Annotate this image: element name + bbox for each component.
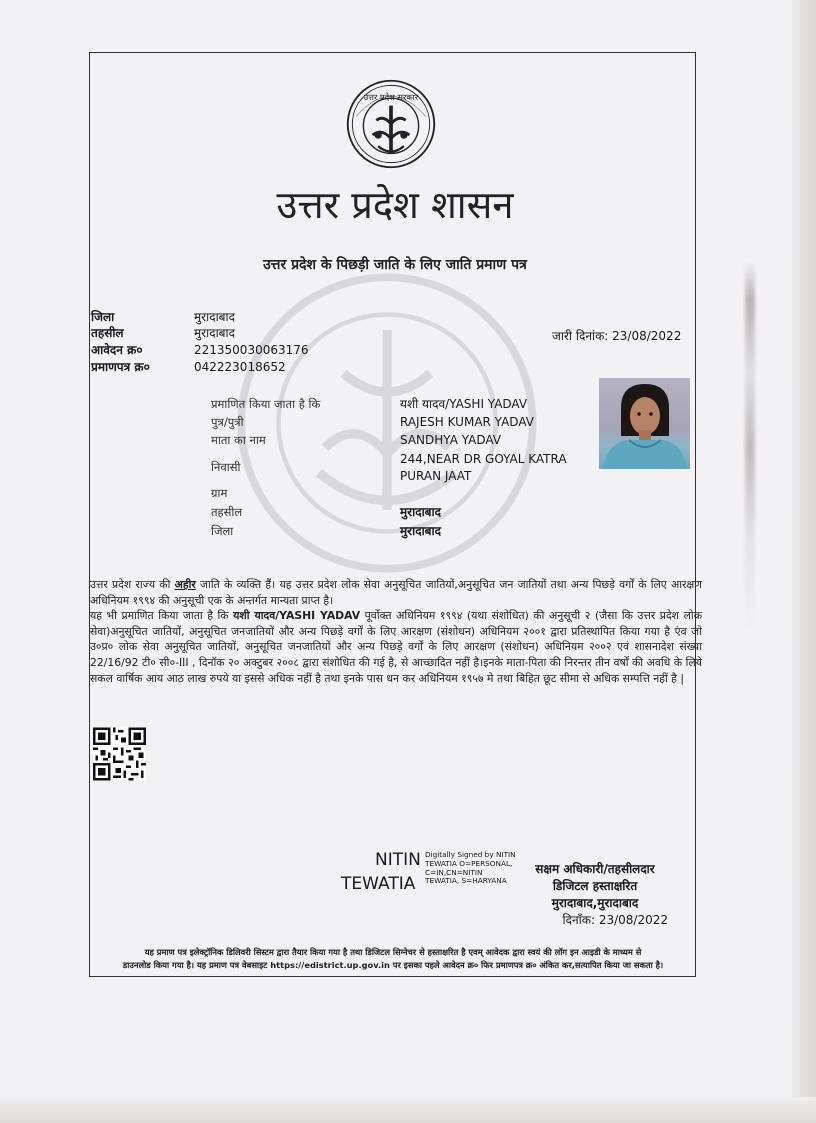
tehsil-label: तहसील (91, 326, 124, 340)
footer-line2: डाउनलोड किया गया है। यह प्रमाण पत्र वेबसाइट https://edistrict.up.gov.in पर इसका पहले आवेदन क्र० फिर प्रमाणपत्र क्र० अंकित कर,सत्यापित किया जा सकता है। (122, 960, 664, 970)
body-text-2a: यह भी प्रमाणित किया जाता है कि (90, 609, 234, 623)
district-label: जिला (91, 310, 115, 324)
father-label: पुत्र/पुत्री (211, 415, 244, 429)
up-government-emblem-icon (345, 78, 437, 170)
applicant-photo (599, 378, 690, 469)
signer-name-line1: NITIN (375, 850, 421, 870)
footer-line1: यह प्रमाण पत्र इलेक्ट्रॉनिक डिलिवरी सिस्टम द्वारा तैयार किया गया है तथा डिजिटल सिग्नेचर से हस्ताक्षरित है एवम् आवेदक द्वारा स्वयं की लॉग इन आइडी के माध्यम से (144, 947, 642, 957)
officer-block (520, 861, 670, 929)
issue-date: जारी दिनांक: 23/08/2022 (552, 329, 682, 343)
district-value: मुरादाबाद (194, 310, 236, 324)
mother-label: माता का नाम (211, 433, 266, 447)
address-line1: 244,NEAR DR GOYAL KATRA (400, 452, 567, 466)
body-person-name: यशी यादव/YASHI YADAV (233, 609, 361, 623)
person-district-label: जिला (211, 524, 234, 538)
address-line2: PURAN JAAT (400, 469, 472, 483)
page-edge (792, 0, 816, 1123)
footer-note (92, 946, 694, 972)
application-no-label: आवेदन क्र० (91, 343, 143, 357)
application-no-value: 22135003006317​6 (194, 343, 309, 357)
signer-name-line2: TEWATIA (341, 874, 416, 894)
digital-line3: C=IN,CN=NITIN (425, 867, 483, 877)
mother-name: SANDHYA YADAV (400, 433, 501, 447)
digital-line4: TEWATIA, S=HARYANA (425, 876, 507, 886)
person-name: यशी यादव/YASHI YADAV (400, 397, 528, 411)
digital-line2: TEWATIA O=PERSONAL, (425, 858, 513, 868)
page-edge-bottom (0, 1097, 816, 1123)
scan-smudge (745, 262, 755, 632)
body-text-1a: उत्तर प्रदेश राज्य की (90, 578, 175, 591)
qr-code-icon (93, 727, 146, 781)
certified-label: प्रमाणित किया जाता है कि (211, 397, 321, 411)
signature-date: दिनाँक: 23/08/2022 (562, 913, 668, 927)
tehsil-value: मुरादाबाद (194, 326, 236, 340)
certificate-subtitle: उत्तर प्रदेश के पिछड़ी जाति के लिए जाति प्रमाण पत्र (263, 257, 527, 273)
emblem-text: उत्तर प्रदेश सरकार (363, 92, 419, 103)
person-photo-icon (599, 378, 690, 469)
person-tehsil-value: मुरादाबाद (400, 505, 442, 519)
digital-signature-info (425, 851, 516, 886)
certificate-no-value: 042223018652 (194, 360, 286, 374)
person-tehsil-label: तहसील (211, 505, 243, 519)
officer-title: सक्षम अधिकारी/तहसीलदार (535, 862, 655, 876)
page-title: उत्तर प्रदेश शासन (276, 183, 514, 227)
caste-name: अहीर (174, 578, 196, 591)
certificate-no-label: प्रमाणपत्र क्र० (91, 360, 150, 374)
officer-location: मुरादाबाद,मुरादाबाद (551, 896, 639, 910)
certificate-body (90, 577, 702, 686)
resident-label: निवासी (211, 460, 241, 474)
digital-line1: Digitally Signed by NITIN (425, 850, 516, 859)
person-district-value: मुरादाबाद (400, 524, 442, 538)
digital-signed-label: डिजिटल हस्ताक्षरित (552, 879, 638, 893)
father-name: RAJESH KUMAR YADAV (400, 415, 534, 429)
village-label: ग्राम (211, 486, 228, 500)
body-text-1b: जाति के व्यक्ति हैं। यह उत्तर प्रदेश लोक सेवा अनुसूचित जातियों,अनुसूचित जन जातियों तथा अन्य पिछड़े वर्गों के लिए आरक्षण अधिनियम १९९४ की अनुसूची एक के अन्तर्गत मान्यता प्राप्त है। (90, 578, 702, 607)
body-text-2b: पूर्वोक्त अधिनियम १९९४ (यथा संशोधित) की अनुसूची २ (जैसा कि उत्तर प्रदेश लोक सेवा)अनुसूचित जातियों, अनुसूचित जनजातियों और अन्य पिछड़े वर्गों के लिए आरक्षण (संशोधन) अधिनियम २००१ द्वारा प्रतिस्थापित किया गया है एंव जो उ०प्र० लोक सेवा अनुसूचित जातियों, अनुसूचित जनजातियों और अन्य पिछड़े वर्गों के लिए आरक्षण (संशोधन) अधिनियम २००२ एवं शासनादेश संख्या 22/16/92 टी० सी०-III , दिनॉक २० अक्टुबर २००८ द्वारा संशोधित की गई है, से आच्छादित नहीं है।इनके माता-पिता की निरन्तर तीन वर्षों की अवधि के लिये सकल वार्षिक आय आठ लाख रुपये या इससे अधिक नहीं है तथा इनके पास धन कर अधिनियम १९५७ मे तथा बिहित छूट सीमा से अधिक सम्पत्ति नहीं है | (90, 609, 702, 685)
